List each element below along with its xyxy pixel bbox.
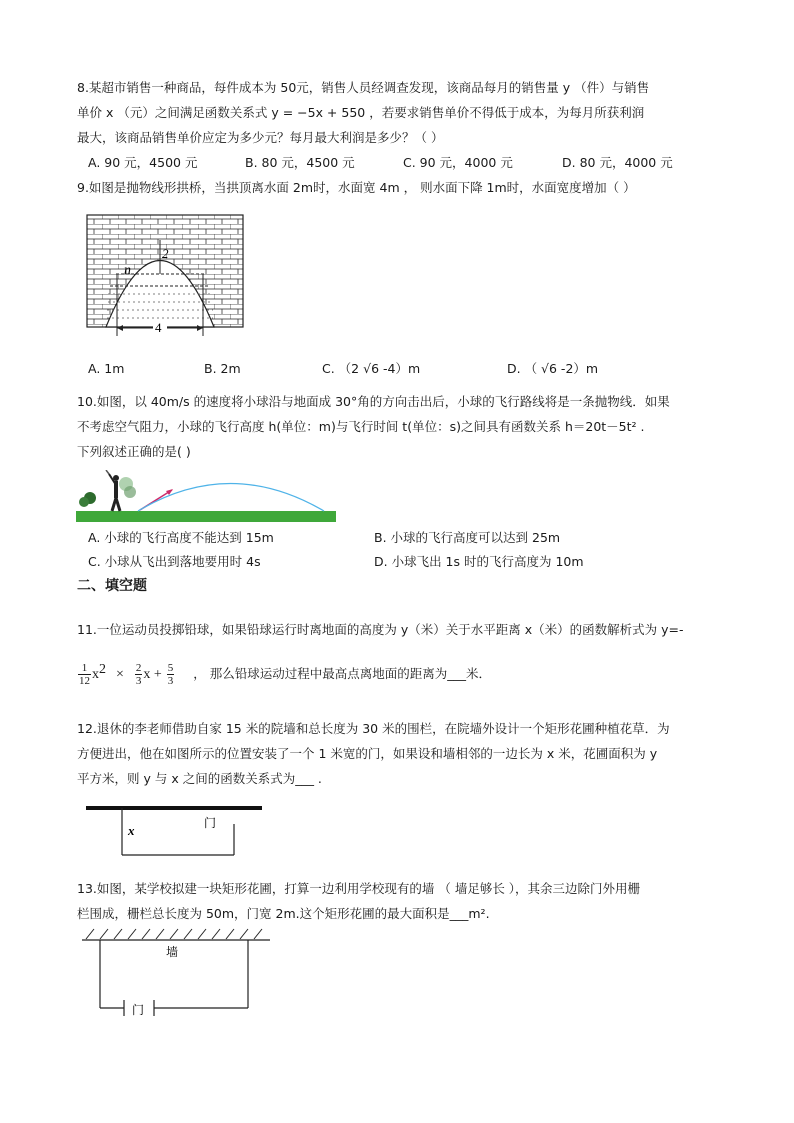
label-width: 4 (155, 320, 162, 335)
ground (76, 511, 336, 522)
label-door: 门 (204, 816, 217, 830)
q10-option-c: C. 小球从飞出到落地要用时 4s (88, 554, 261, 569)
q10-option-b: B. 小球的飞行高度可以达到 25m (374, 530, 561, 545)
q12-line3: 平方米，则 y 与 x 之间的函数关系式为___ . (77, 771, 322, 786)
q10-line2: 不考虑空气阻力，小球的飞行高度 h(单位：m)与飞行时间 t(单位：s)之间具有函数关系 h＝20t－5t² . (77, 419, 645, 434)
fraction-2-3: $\frac{2}{3}$ (135, 662, 142, 688)
q9-stem: 9.如图是抛物线形拱桥，当拱顶离水面 2m时，水面宽 4m ， 则水面下降 1m时，水面宽度增加（ ） (77, 180, 636, 195)
label-height: 2 (162, 246, 169, 261)
q13-line2: 栏围成，栅栏总长度为 50m，门宽 2m.这个矩形花圃的最大面积是___m². (77, 906, 490, 921)
q9-option-d: D. （ √6 -2）m (507, 361, 599, 376)
fraction-1-12: $\frac{1}{12}$ (79, 662, 90, 688)
q8-option-b: B. 80 元，4500 元 (245, 155, 355, 170)
q10-option-a: A. 小球的飞行高度不能达到 15m (88, 530, 274, 545)
q11-line1: 11.一位运动员投掷铅球，如果铅球运行时离地面的高度为 y（米）关于水平距离 x（米）的函数解析式为 y=- (77, 622, 684, 637)
label-x: x (128, 823, 135, 838)
q8-line1: 8.某超市销售一种商品，每件成本为 50元，销售人员经调查发现，该商品每月的销售量 y （件）与销售 (77, 80, 650, 95)
q10-option-d: D. 小球飞出 1s 时的飞行高度为 10m (374, 554, 584, 569)
q8-line2: 单价 x （元）之间满足函数关系式 y = −5x + 550 ，若要求销售单价不得低于成本，为每月所获利润 (77, 105, 645, 120)
q9-option-c: C. （2 √6 -4）m (322, 361, 421, 376)
q10-line1: 10.如图，以 40m/s 的速度将小球沿与地面成 30°角的方向击出后，小球的飞行路线将是一条抛物线．如果 (77, 394, 670, 409)
q8-option-d: D. 80 元，4000 元 (562, 155, 673, 170)
label-wall: 墙 (166, 945, 179, 959)
q12-line2: 方便进出，他在如图所示的位置安装了一个 1 米宽的门，如果设和墙相邻的一边长为 x 米，花圃面积为 y (77, 746, 658, 761)
arch-bridge-figure (86, 214, 246, 346)
q8-option-c: C. 90 元，4000 元 (403, 155, 513, 170)
fraction-5-3: $\frac{5}{3}$ (167, 662, 174, 688)
rect-garden-figure (80, 926, 275, 1018)
q9-option-a: A. 1m (88, 361, 125, 376)
q8-line3: 最大，该商品销售单价应定为多少元？每月最大利润是多少？（ ） (77, 130, 444, 145)
q12-line1: 12.退休的李老师借助自家 15 米的院墙和总长度为 30 米的围栏，在院墙外设计一个矩形花圃种植花草．为 (77, 721, 670, 736)
q13-line1: 13.如图，某学校拟建一块矩形花圃，打算一边利用学校现有的墙 （ 墙足够长 ），其余三边除门外用栅 (77, 881, 641, 896)
q11-formula-line: $\frac{1}{12}$ $x^2$ × $\frac{2}{3}$ x + $\frac{5}{3}$ ， 那么铅球运动过程中最高点离地面的距离为___米． (79, 662, 491, 688)
q8-option-a: A. 90 元，4500 元 (88, 155, 198, 170)
q10-line3: 下列叙述正确的是( ) (77, 444, 191, 459)
section-title-fill-blank: 二、填空题 (77, 578, 147, 594)
golf-trajectory-figure (76, 470, 336, 522)
q9-option-b: B. 2m (204, 361, 241, 376)
garden-wall-figure (84, 802, 266, 860)
label-n: n (124, 263, 131, 278)
ball-trajectory (138, 484, 324, 512)
label-door: 门 (132, 1003, 145, 1017)
